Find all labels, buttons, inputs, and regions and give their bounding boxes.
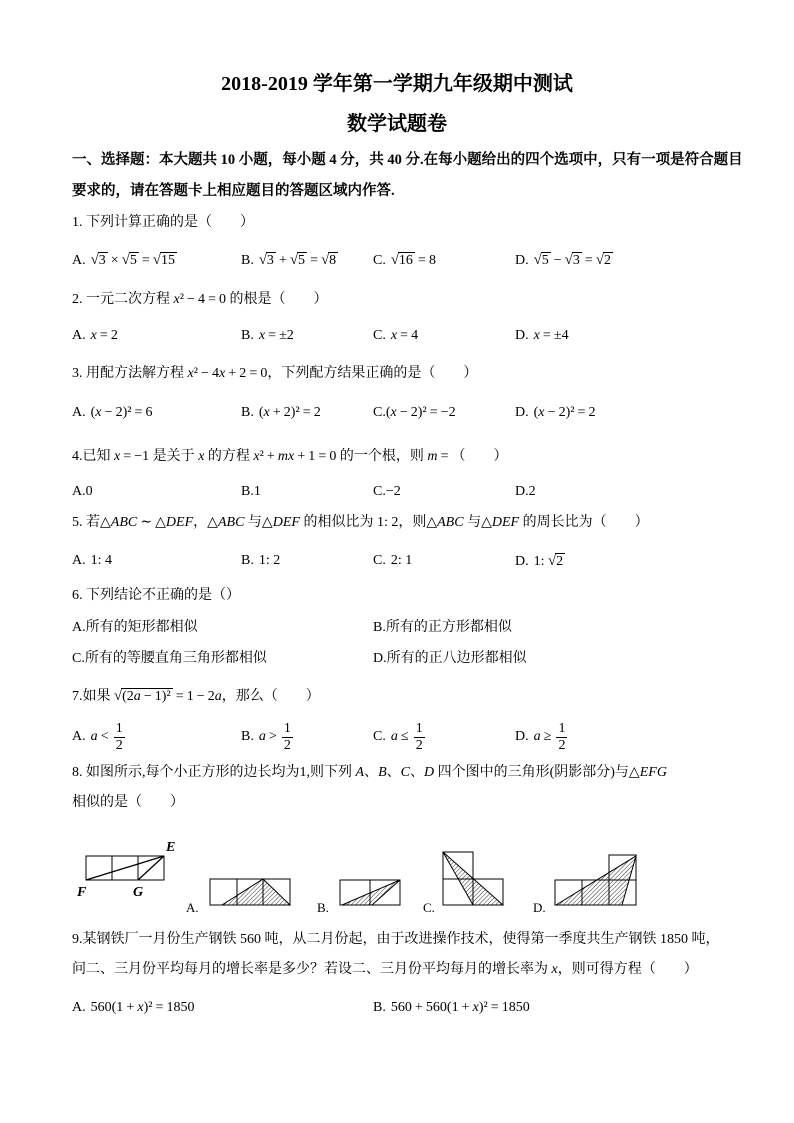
figure-option-a: [210, 879, 290, 905]
fraction: [556, 721, 567, 754]
q3-option-b: [241, 403, 321, 423]
option-label: D.: [515, 328, 529, 343]
option-label: D.: [515, 253, 529, 268]
section-heading: 一、选择题：本大题共 10 小题，每小题 4 分，共 40 分.在每小题给出的四个选项中，只有一项是符合题目: [72, 152, 743, 168]
vertex-label-g: G: [133, 885, 144, 900]
q5-option-d: [515, 551, 565, 572]
option-expression: a <: [90, 729, 109, 744]
option-label: A.: [72, 253, 86, 268]
q6-option-d: [373, 649, 527, 669]
option-label: A.: [72, 484, 86, 499]
option-text: 所有的矩形都相似: [85, 620, 198, 635]
option-expression: x = 4: [390, 328, 419, 343]
q8-stem: 8. 如图所示,每个小正方形的边长均为1,则下列 A、B、C、D 四个图中的三角形(阴影部分)与△EFG: [72, 765, 667, 780]
q3-stem: 3. 用配方法解方程 x² − 4x + 2 = 0，下列配方结果正确的是（ ）: [72, 366, 478, 381]
q1-stem: 1. 下列计算正确的是（ ）: [72, 215, 254, 230]
option-text: 所有的正八边形都相似: [386, 651, 527, 666]
option-expression: a ≥: [533, 729, 552, 744]
option-expression: a ≤: [390, 729, 409, 744]
q6-option-b: [373, 618, 512, 638]
option-expression: √3 + √5 = √8: [258, 252, 337, 268]
q9-stem: 9.某钢铁厂一月份生产钢铁 560 吨，从二月份起，由于改进操作技术，使得第一季度共生产钢铁 1850 吨，: [72, 932, 720, 947]
option-expression: 2: [528, 484, 536, 499]
q7-option-c: [373, 720, 425, 754]
q5-option-b: [241, 551, 280, 571]
fraction-denominator: 2: [283, 737, 291, 753]
figure-option-c: [443, 852, 503, 905]
vertex-label-f: F: [77, 885, 87, 900]
option-expression: −2: [385, 484, 401, 499]
q2-option-c: [373, 326, 418, 346]
option-label: B.: [241, 405, 254, 420]
exam-title: 2018-2019 学年第一学期九年级期中测试: [221, 73, 573, 95]
option-expression: 1: 4: [90, 553, 113, 568]
option-expression: x = ±2: [258, 328, 294, 343]
option-expression: (x − 2)² = −2: [385, 405, 456, 420]
q9-option-a: [72, 998, 195, 1018]
option-label: A.: [72, 405, 86, 420]
option-expression: x = ±4: [533, 328, 569, 343]
option-expression: √3 × √5 = √15: [90, 252, 175, 268]
option-label: A.: [72, 328, 86, 343]
q3-option-c: [373, 403, 456, 423]
option-text: 所有的正方形都相似: [385, 620, 512, 635]
vertex-label-e: E: [166, 840, 176, 855]
option-label: D.: [515, 484, 529, 499]
q3-option-d: [515, 403, 596, 423]
fraction-denominator: 2: [115, 737, 123, 753]
option-label: B.: [373, 620, 386, 635]
shaded-triangle: [222, 879, 290, 905]
q8-figures: [0, 830, 794, 930]
q1-option-b: [241, 250, 338, 271]
q5-option-a: [72, 551, 112, 571]
option-text: 所有的等腰直角三角形都相似: [84, 651, 267, 666]
option-label: A.: [72, 620, 86, 635]
option-expression: a >: [258, 729, 277, 744]
q4-stem: 4.已知 x = −1 是关于 x 的方程 x² + mx + 1 = 0 的一个根，则 m = （ ）: [72, 449, 508, 464]
option-expression: √16 = 8: [390, 252, 436, 268]
option-expression: (x + 2)² = 2: [258, 405, 321, 420]
section-heading-continued: 要求的，请在答题卡上相应题目的答题区域内作答.: [72, 183, 395, 199]
option-expression: 1: √2: [533, 553, 564, 569]
option-label: A.: [72, 553, 86, 568]
q1-option-a: [72, 250, 177, 271]
option-label: A.: [72, 1000, 86, 1015]
q2-option-b: [241, 326, 294, 346]
fraction-numerator: 1: [283, 720, 291, 736]
exam-subtitle: 数学试题卷: [347, 113, 447, 135]
option-label: C.: [373, 405, 386, 420]
figure-label-b: B.: [317, 900, 329, 915]
fraction-denominator: 2: [415, 737, 423, 753]
q2-stem: 2. 一元二次方程 x² − 4 = 0 的根是（ ）: [72, 292, 328, 307]
q4-option-d: [515, 482, 536, 502]
option-label: B.: [241, 729, 254, 744]
q9-option-b: [373, 998, 530, 1018]
fraction-numerator: 1: [115, 720, 123, 736]
option-label: C.: [373, 484, 386, 499]
q7-option-a: [72, 720, 125, 754]
figure-option-d: [555, 855, 636, 905]
option-label: D.: [373, 651, 387, 666]
fraction: [282, 721, 293, 754]
option-label: A.: [72, 729, 86, 744]
q6-stem: 6. 下列结论不正确的是（）: [72, 588, 240, 603]
option-expression: √5 − √3 = √2: [533, 252, 611, 268]
option-expression: 2: 1: [390, 553, 413, 568]
option-expression: 1: 2: [258, 553, 281, 568]
fraction: [414, 721, 425, 754]
fraction-denominator: 2: [558, 737, 566, 753]
option-label: B.: [373, 1000, 386, 1015]
q3-option-a: [72, 403, 153, 423]
option-expression: 560 + 560(1 + x)² = 1850: [390, 1000, 530, 1015]
option-expression: 0: [85, 484, 93, 499]
q8-stem-continued: 相似的是（ ）: [72, 795, 184, 810]
q9-stem-continued: 问二、三月份平均每月的增长率是多少？若设二、三月份平均每月的增长率为 x，则可得方程（ ）: [72, 962, 698, 977]
fraction-numerator: 1: [558, 720, 566, 736]
figure-efg: [86, 856, 164, 880]
fraction: [114, 721, 125, 754]
figure-option-b: [340, 880, 400, 905]
option-label: B.: [241, 328, 254, 343]
q5-option-c: [373, 551, 412, 571]
option-expression: 560(1 + x)² = 1850: [90, 1000, 195, 1015]
option-label: B.: [241, 484, 254, 499]
q4-option-a: [72, 482, 93, 502]
q6-option-a: [72, 618, 198, 638]
q2-option-a: [72, 326, 118, 346]
q5-stem: 5. 若△ABC ∼ △DEF，△ABC 与△DEF 的相似比为 1: 2，则△ABC 与△DEF 的周长比为（ ）: [72, 515, 649, 530]
q2-option-d: [515, 326, 569, 346]
option-label: C.: [72, 651, 85, 666]
shaded-triangle: [342, 880, 400, 905]
figure-label-a: A.: [186, 900, 199, 915]
option-label: D.: [515, 729, 529, 744]
q4-option-c: [373, 482, 401, 502]
option-label: D.: [515, 554, 529, 569]
option-label: C.: [373, 553, 386, 568]
q7-option-b: [241, 720, 293, 754]
figure-label-c: C.: [423, 900, 435, 915]
q1-option-d: [515, 250, 613, 271]
q6-option-c: [72, 649, 267, 669]
q7-stem: 7.如果 √(2a − 1)² = 1 − 2a，那么（ ）: [72, 688, 320, 704]
q7-option-d: [515, 720, 567, 754]
option-expression: (x − 2)² = 2: [533, 405, 596, 420]
option-label: C.: [373, 253, 386, 268]
fraction-numerator: 1: [415, 720, 423, 736]
option-label: C.: [373, 729, 386, 744]
figure-label-d: D.: [533, 900, 546, 915]
q1-option-c: [373, 250, 436, 271]
option-expression: 1: [253, 484, 261, 499]
segment-fe: [86, 856, 164, 880]
option-label: B.: [241, 553, 254, 568]
option-expression: x = 2: [90, 328, 118, 343]
option-label: D.: [515, 405, 529, 420]
option-label: B.: [241, 253, 254, 268]
option-label: C.: [373, 328, 386, 343]
q4-option-b: [241, 482, 261, 502]
option-expression: (x − 2)² = 6: [90, 405, 153, 420]
